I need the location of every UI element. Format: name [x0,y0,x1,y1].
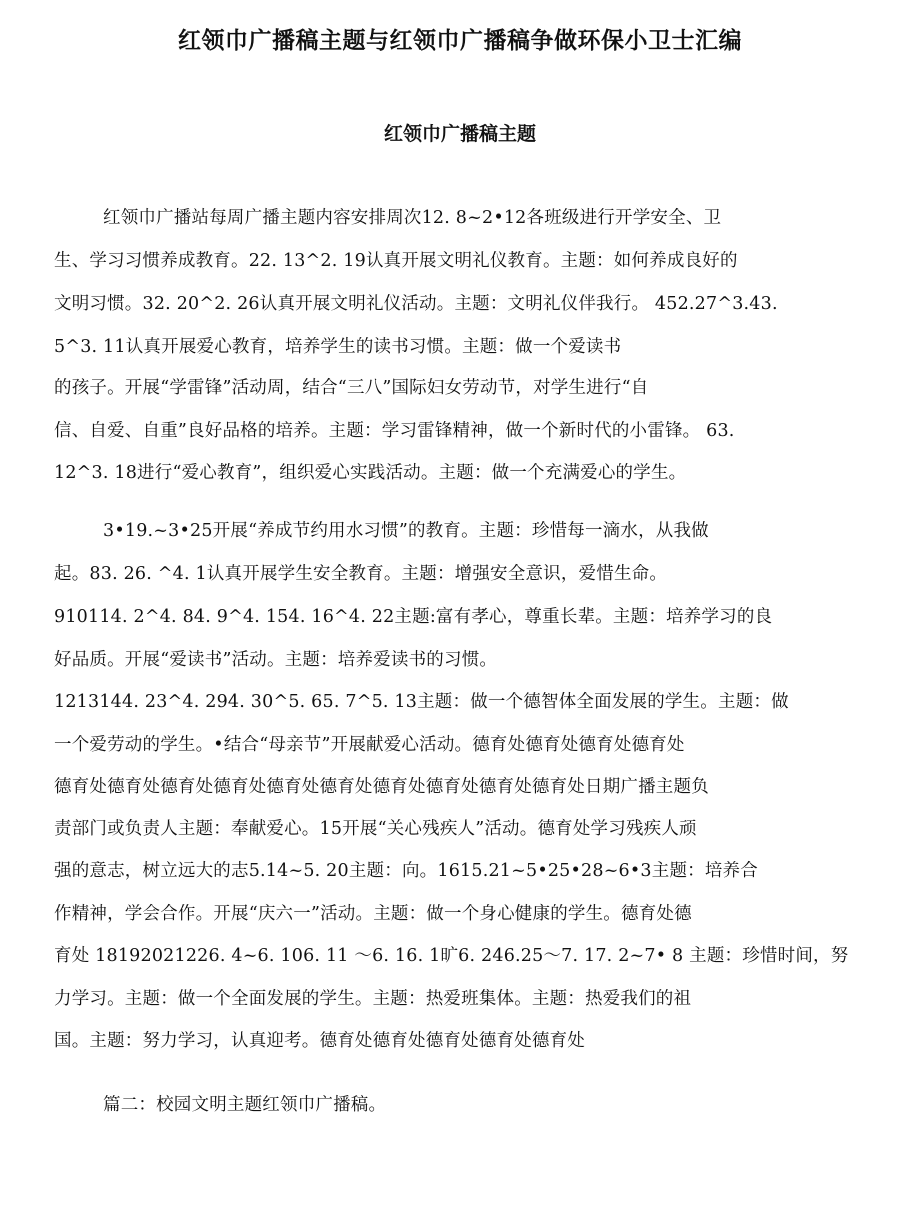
paragraph-line: 一个爱劳动的学生。•结合“母亲节”开展献爱心活动。德育处德育处德育处德育处 [54,735,685,755]
section-title: 红领巾广播稿主题 [383,123,536,145]
paragraph-line: 好品质。开展“爱读书”活动。主题：培养爱读书的习惯。 [54,650,498,670]
paragraph-line: 起。83. 26. ^4. 1认真开展学生安全教育。主题：增强安全意识，爱惜生命。 [54,564,668,584]
paragraph-line: 3•19.~3•25开展“养成节约用水习惯”的教育。主题：珍惜每一滴水，从我做 [103,521,709,541]
paragraph-line: 文明习惯。32. 20^2. 26认真开展文明礼仪活动。主题：文明礼仪伴我行。 452.27^3.43. [54,294,778,314]
paragraph-line: 强的意志，树立远大的志5.14~5. 20主题：向。1615.21~5•25•28~6•3主题：培养合 [54,861,758,881]
paragraph-line: 责部门或负责人主题：奉献爱心。15开展“关心残疾人”活动。德育处学习残疾人顽 [54,819,697,839]
paragraph-line: 信、自爱、自重”良好品格的培养。主题：学习雷锋精神，做一个新时代的小雷锋。 63. [54,421,735,441]
paragraph-line: 的孩子。开展“学雷锋”活动周，结合“三八”国际妇女劳动节，对学生进行“自 [54,378,649,398]
paragraph-line: 12^3. 18进行“爱心教育”，组织爱心实践活动。主题：做一个充满爱心的学生。 [54,463,687,483]
paragraph-line: 德育处德育处德育处德育处德育处德育处德育处德育处德育处德育处日期广播主题负 [54,777,709,797]
paragraph-line: 育处 18192021226. 4~6. 106. 11 〜6. 16. 1旷6. 246.25〜7. 17. 2~7• 8 主题：珍惜时间，努 [54,946,849,966]
paragraph-line: 1213144. 23^4. 294. 30^5. 65. 7^5. 13主题：做一个德智体全面发展的学生。主题：做 [54,692,789,712]
paragraph-line: 国。主题：努力学习，认真迎考。德育处德育处德育处德育处德育处 [54,1031,585,1051]
paragraph-line: 篇二：校园文明主题红领巾广播稿。 [103,1095,387,1115]
paragraph-line: 作精神，学会合作。开展“庆六一”活动。主题：做一个身心健康的学生。德育处德 [54,904,692,924]
paragraph-line: 5^3. 11认真开展爱心教育，培养学生的读书习惯。主题：做一个爱读书 [54,337,622,357]
paragraph-line: 力学习。主题：做一个全面发展的学生。主题：热爱班集体。主题：热爱我们的祖 [54,989,692,1009]
document-title: 红领巾广播稿主题与红领巾广播稿争做环保小卫士汇编 [178,28,742,54]
paragraph-line: 910114. 2^4. 84. 9^4. 154. 16^4. 22主题:富有孝心，尊重长辈。主题：培养学习的良 [54,607,773,627]
paragraph-line: 生、学习习惯养成教育。22. 13^2. 19认真开展文明礼仪教育。主题：如何养成良好的 [54,251,738,271]
paragraph-line: 红领巾广播站每周广播主题内容安排周次12. 8~2•12各班级进行开学安全、卫 [103,208,722,228]
